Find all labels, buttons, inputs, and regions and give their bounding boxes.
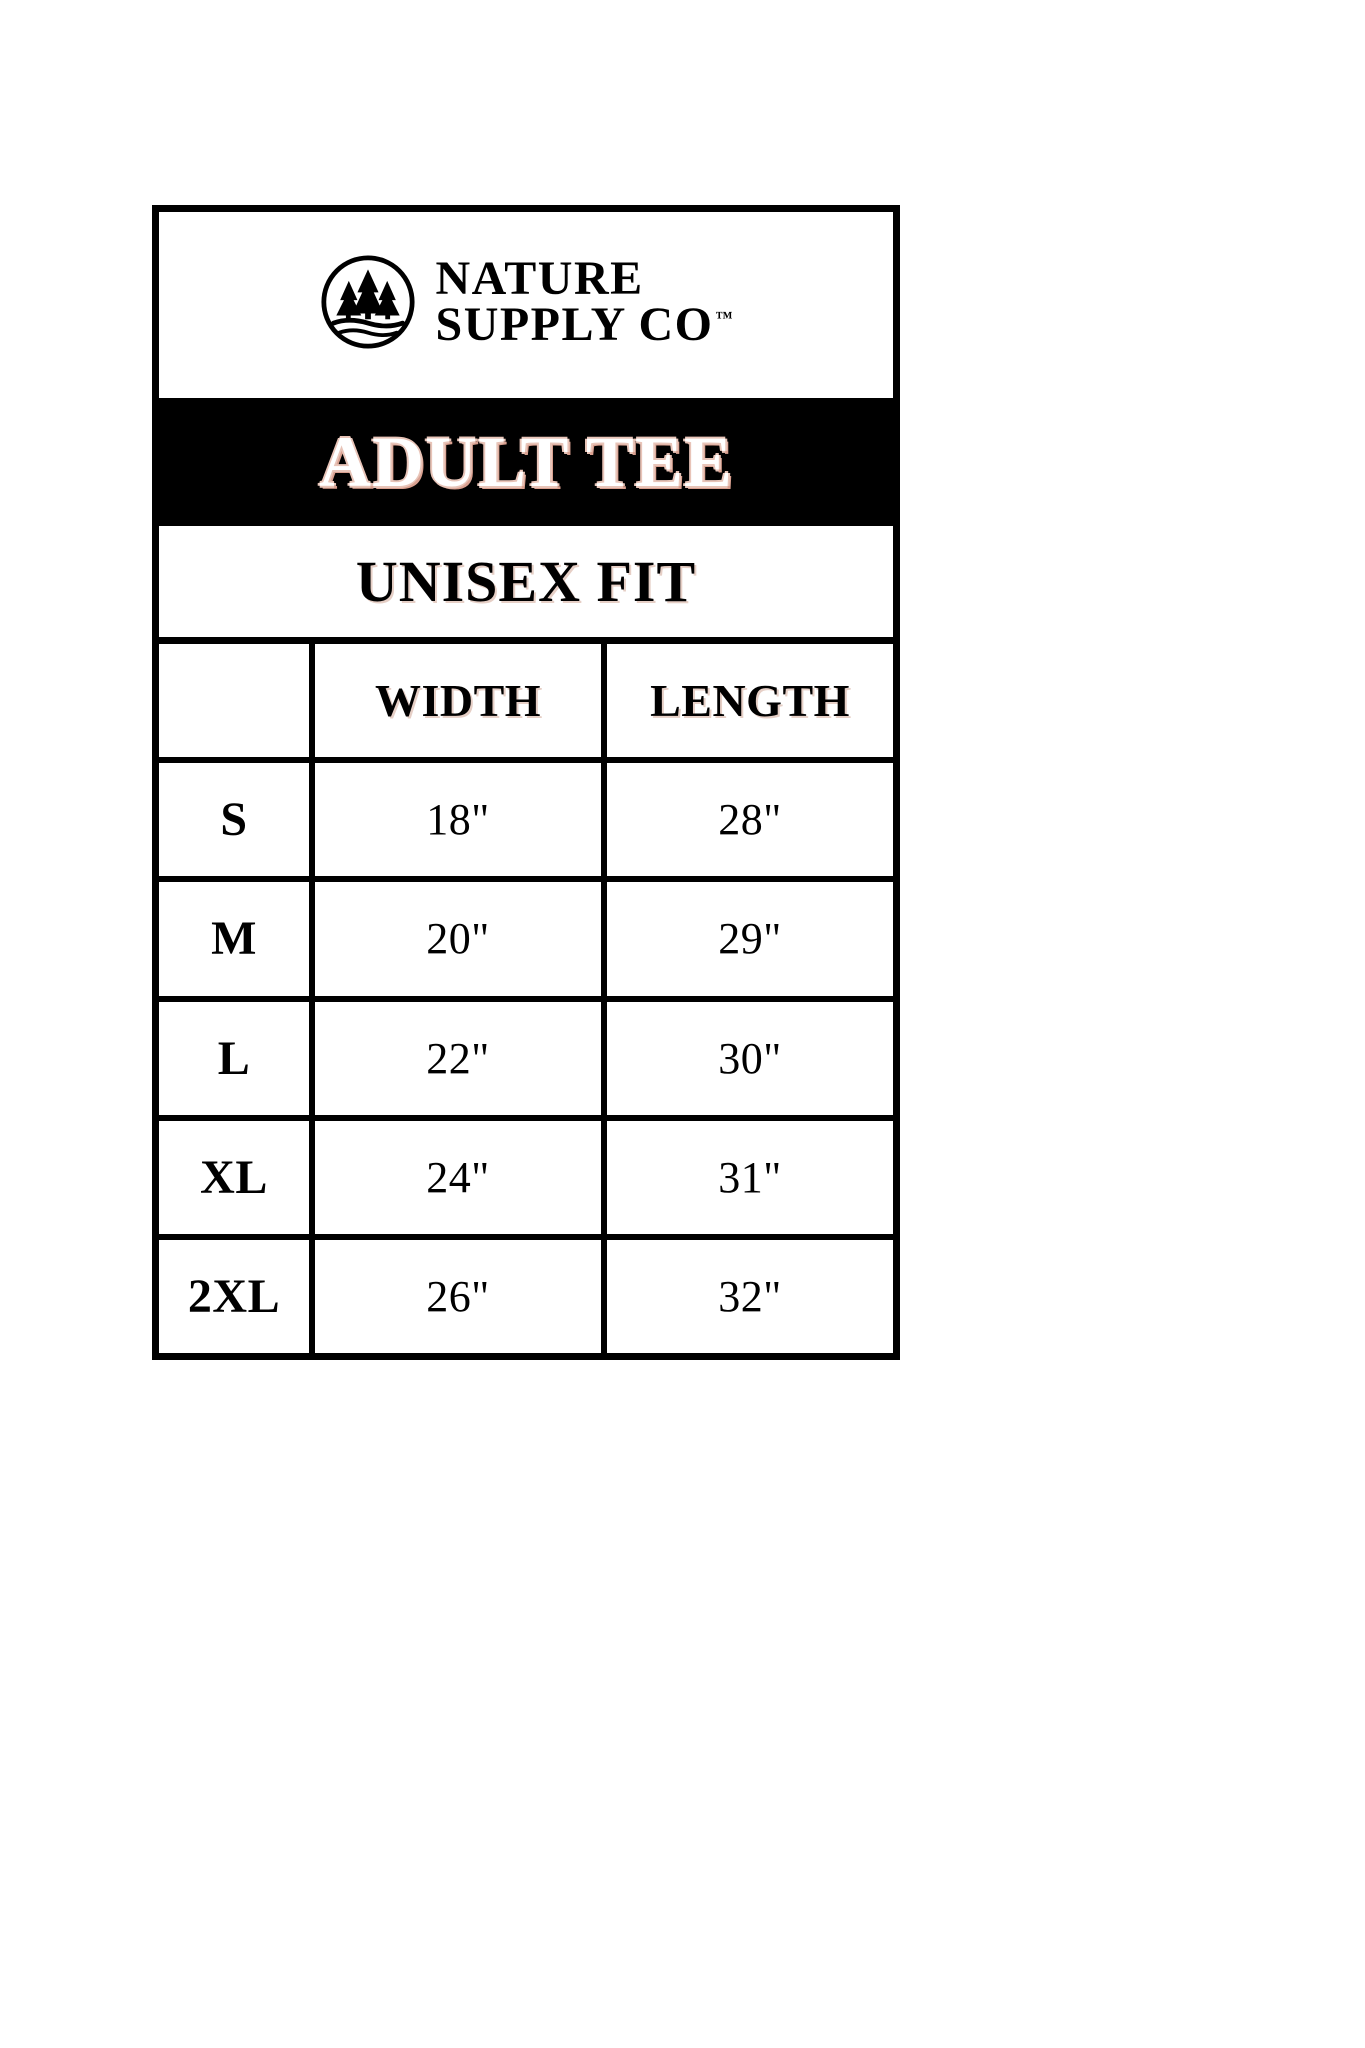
cell-width xyxy=(315,1002,607,1115)
page-title: ADULT TEE xyxy=(319,421,733,502)
fit-subtitle: UNISEX FIT xyxy=(355,549,697,614)
width-value: 18" xyxy=(426,795,490,845)
size-label: L xyxy=(217,1031,251,1085)
cell-length xyxy=(607,1002,893,1115)
length-value: 28" xyxy=(718,795,782,845)
cell-width xyxy=(315,882,607,995)
width-value: 26" xyxy=(426,1271,490,1321)
width-value: 20" xyxy=(426,914,490,964)
cell-size xyxy=(159,1002,315,1115)
width-value: 24" xyxy=(426,1152,490,1202)
size-label: S xyxy=(220,793,248,847)
size-chart-card xyxy=(152,205,900,1360)
header-cell-size xyxy=(159,644,315,757)
pine-trees-circle-logo-icon xyxy=(320,254,416,350)
brand-wordmark xyxy=(435,251,733,351)
subtitle-bar xyxy=(159,526,893,644)
header-width-label: WIDTH xyxy=(374,675,542,727)
length-value: 31" xyxy=(718,1152,782,1202)
size-label: M xyxy=(211,912,257,966)
cell-size xyxy=(159,1240,315,1353)
brand-line-2 xyxy=(435,298,733,351)
length-value: 30" xyxy=(718,1033,782,1083)
table-row xyxy=(159,1002,893,1121)
cell-length xyxy=(607,763,893,876)
title-bar xyxy=(159,398,893,526)
cell-width xyxy=(315,1240,607,1353)
header-length-label: LENGTH xyxy=(650,675,850,727)
cell-width xyxy=(315,1121,607,1234)
length-value: 29" xyxy=(718,914,782,964)
brand-header xyxy=(159,212,893,398)
cell-length xyxy=(607,1240,893,1353)
cell-size xyxy=(159,882,315,995)
table-row xyxy=(159,882,893,1001)
size-label: XL xyxy=(200,1150,268,1204)
trademark-symbol: ™ xyxy=(715,308,733,327)
table-row xyxy=(159,1240,893,1353)
cell-length xyxy=(607,882,893,995)
cell-size xyxy=(159,1121,315,1234)
width-value: 22" xyxy=(426,1033,490,1083)
cell-length xyxy=(607,1121,893,1234)
size-table xyxy=(159,644,893,1353)
header-cell-width xyxy=(315,644,607,757)
size-label: 2XL xyxy=(187,1269,281,1323)
cell-width xyxy=(315,763,607,876)
table-row xyxy=(159,1121,893,1240)
brand-line-1: NATURE xyxy=(435,251,644,305)
table-row xyxy=(159,763,893,882)
table-header-row xyxy=(159,644,893,763)
header-cell-length xyxy=(607,644,893,757)
length-value: 32" xyxy=(718,1271,782,1321)
brand-line-2-text: SUPPLY CO xyxy=(435,298,714,351)
cell-size xyxy=(159,763,315,876)
